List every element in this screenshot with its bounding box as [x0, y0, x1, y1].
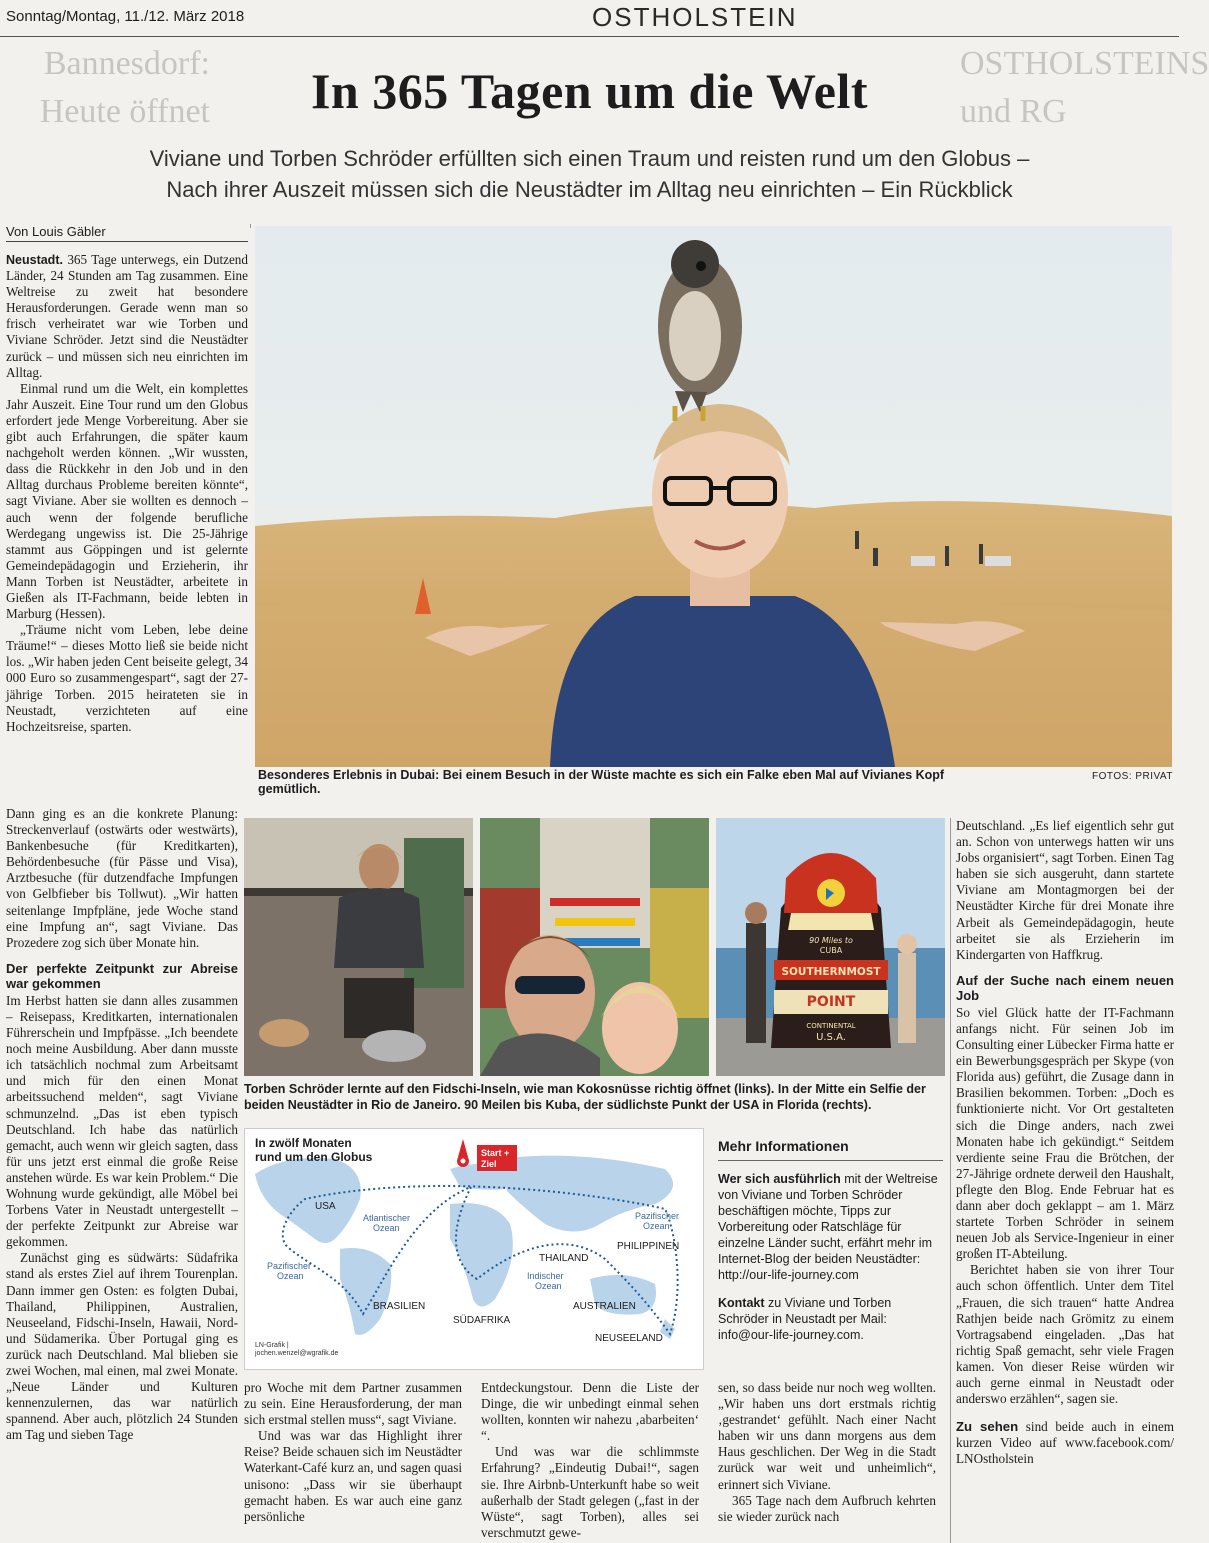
paragraph: Deutschland. „Es lief eigentlich sehr gut an. Schon von unterwegs hatten wir uns Jobs organisiert“, sagt Torben. Einen Tag haben sie sich ausgeruht, dann startete Viviane am Montagmorgen bei der Neustädter Kirche für drei Monate ihre Arbeit als Gemeindepädagogin, heute arbeitet sie als Erzieherin im Kindergarten von Haffkrug.: [956, 818, 1174, 962]
svg-text:PHILIPPINEN: PHILIPPINEN: [617, 1241, 680, 1252]
header-rule: [0, 36, 1179, 37]
buoy-text-continental: CONTINENTAL: [806, 1022, 856, 1030]
dateline: Sonntag/Montag, 11./12. März 2018: [6, 8, 245, 25]
photo-selfie-rio: [480, 818, 709, 1076]
paragraph: sen, so dass beide nur noch weg wollten. „Wir haben uns dort erstmals richtig ‚gestrandet‘ gefühlt. Nach einer Nacht haben wir uns dann morgens aus dem Haus geschlichen. Der Weg in die Stadt zurück war weit und unheimlich“, erinnert sich Viviane.: [718, 1380, 936, 1492]
photo-southernmost-point: [716, 818, 945, 1076]
svg-text:Atlantischer: Atlantischer: [363, 1213, 411, 1223]
svg-text:BRASILIEN: BRASILIEN: [373, 1301, 426, 1312]
headline: In 365 Tagen um die Welt: [310, 63, 869, 119]
svg-text:Ozean: Ozean: [535, 1281, 562, 1291]
svg-text:USA: USA: [315, 1201, 336, 1212]
paragraph: Und was war das Highlight ihrer Reise? Beide schauen sich im Neustädter Waterkant-Café kurz an, und sagen quasi unisono: „Dass wir sie überhaupt gemacht haben. Es war auch eine ganz persönliche: [244, 1428, 462, 1524]
svg-text:NEUSEELAND: NEUSEELAND: [595, 1333, 663, 1344]
article-column-1-top: [6, 252, 248, 817]
svg-text:jochen.wenzel@wgrafik.de: jochen.wenzel@wgrafik.de: [255, 1350, 339, 1357]
info-contact: Kontakt zu Viviane und Torben Schröder in Neustadt per Mail: info@our-life-journey.com.: [718, 1296, 892, 1342]
paragraph: Einmal rund um die Welt, ein komplettes Jahr Auszeit. Eine Tour rund um den Globus erfordert jede Menge Vorbereitung. Aber sie gibt auch Erfahrungen, die später kaum nachgeholt werden können. „Wir wussten, dass die Rückkehr in den Job und in den Alltag durchaus Probleme bereiten könnte“, sagt Viviane. Aber sie wollten es dennoch – auch wenn der folgende berufliche Werdegang ungewiss ist. Die 25-Jährige stammt aus Göppingen und ist gelernte Gemeindepädagogin und Erzieherin, ihr Mann Torben ist Neustädter, arbeitete in Gießen als IT-Fachmann, beide lebten in Marburg (Hessen).: [6, 380, 248, 622]
info-blog: Wer sich ausführlich mit der Weltreise von Viviane und Torben Schröder beschäftigen möchte, Tipps zur Vorbereitung oder Ratschläge für einzelne Länder sucht, erfährt mehr im Internet-Blog der beiden Neustädter: http://our-life-journey.com: [718, 1172, 938, 1282]
svg-text:Start +: Start +: [481, 1148, 510, 1158]
paragraph: Dann ging es an die konkrete Planung: Streckenverlauf (ostwärts oder westwärts), Bankenbesuche (für Kreditkarten), Behördenbesuche (für Pässe und Visa), Arztbesuche (für dutzendfache Impfungen von Gelbfieber bis Tollwut). „Wir hatten seitenlange Impfpläne, jede Woche stand eine Impfung an“, sagt Viviane. Das Prozedere zog sich über Monate hin.: [6, 806, 238, 950]
photos-caption: Torben Schröder lernte auf den Fidschi-Inseln, wie man Kokosnüsse richtig öffnet (links). In der Mitte ein Selfie der beiden Neustädter in Rio de Janeiro. 90 Meilen bis Kuba, der südlichste Punkt der USA in Florida (rechts).: [244, 1082, 926, 1112]
paragraph: 365 Tage nach dem Aufbruch kehrten sie wieder zurück nach: [718, 1492, 936, 1524]
buoy-text-point: POINT: [806, 994, 856, 1010]
svg-text:Ozean: Ozean: [277, 1271, 304, 1281]
article-column-2: [244, 1380, 462, 1525]
svg-text:LN-Grafik |: LN-Grafik |: [255, 1342, 289, 1349]
paragraph: „Träume nicht vom Leben, lebe deine Träume!“ – dieses Motto ließ sie beide nicht los. „Wir haben jeden Cent beiseite gelegt, 34 000 Euro so zusammengespart“, sagt der 27-jährige Torben. 2015 heirateten sie in Neustadt, verzichteten auf eine Hochzeitsreise, sparten.: [6, 622, 248, 734]
svg-text:Indischer: Indischer: [527, 1271, 564, 1281]
photo-credit: FOTOS: PRIVAT: [1092, 771, 1173, 782]
article-column-1-bottom: [6, 806, 238, 1543]
paragraph: Im Herbst hatten sie dann alles zusammen – Reisepass, Kreditkarten, internationalen Führerschein und Impfpässe. „Ich beendete noch meine Ausbildung. Aber dann musste ich tatsächlich nochmal zum Arbeitsamt und mich für den einen Monat arbeitssuchend melden“, sagt Viviane schmunzelnd. „Das ist eben typisch Deutschland. Ich habe das natürlich gemacht, auch wenn wir gleich sagten, dass für uns jetzt erst einmal die große Reise anstehen würde. Es war kein Problem.“ Die Wohnung wurde gekündigt, alle Möbel bei Torbens Vater in Neustadt untergestellt – der perfekte Zeitpunkt zur Abreise war gekommen.: [6, 992, 238, 1250]
paragraph: Zunächst ging es südwärts: Südafrika stand als erstes Ziel auf ihrem Tourenplan. Dann immer gen Osten: es folgten Dubai, Thailand, Philippinen, Australien, Neuseeland, Fidschi-Inseln, Hawaii, Nord- und Südamerika. Über Portugal ging es zurück nach Deutschland. Mal blieben sie zwei Wochen, mal einen, mal zwei Monate. „Neue Länder und Kulturen kennenzulernen, das war natürlich spannend. Aber auch, plötzlich 24 Stunden am Tag und sieben Tage: [6, 1250, 238, 1443]
buoy-text-usa: U.S.A.: [816, 1032, 846, 1043]
lead-paragraph: Neustadt. 365 Tage unterwegs, ein Dutzend Länder, 24 Stunden am Tag zusammen. Eine Weltreise zu zweit hat besondere Herausforderungen. Gerade wenn man so frisch verheiratet war wie Torben und Viviane Schröder. Jetzt sind die Neustädter zurück – und müssen sich neu einrichten im Alltag.: [6, 252, 248, 380]
svg-text:Ozean: Ozean: [373, 1223, 400, 1233]
subheading-1: Der perfekte Zeitpunkt zur Abreise war gekommen: [6, 960, 238, 991]
subheadline-line-1: Viviane und Torben Schröder erfüllten sich einen Traum und reisten rund um den Globus –: [149, 146, 1030, 171]
svg-text:Ozean: Ozean: [643, 1221, 670, 1231]
svg-text:AUSTRALIEN: AUSTRALIEN: [573, 1301, 636, 1312]
subheadline: [0, 143, 1179, 205]
article-column-4: [718, 1380, 936, 1525]
info-box: [718, 1138, 943, 1355]
buoy-text-southernmost: SOUTHERNMOST: [781, 966, 881, 978]
paragraph: Berichtet haben sie von ihrer Tour auch schon öffentlich. Unter dem Titel „Frauen, die sich trauen“ hatte Andrea Rathjen beide nach Grömitz zu einem Vortragsabend eingeladen. „Das hat richtig Spaß gemacht, sehr viele Fragen kamen. Von dieser Reise würden wir auch gerne einmal in Neustadt oder anderswo erzählen“, sagen sie.: [956, 1262, 1174, 1407]
paragraph: So viel Glück hatte der IT-Fachmann anfangs nicht. Für seinen Job im Consulting einer Lübecker Firma hatte er ein Bewerbungsgespräch per Skype (von Florida aus) geführt, die Zusage dann in Brasilien bekommen. Torben: „Doch es funktionierte nicht. Vor Ort gestalteten sich die Dinge anders, nach zwei Monaten habe ich gekündigt.“ Seitdem verdiente seine Frau die Brötchen, der 27-Jährige ordnete derweil den Haushalt, pflegte den Blog. Ende Februar hat es dann aber doch geklappt – am 1. März startete Torben Schröder in seinem neuen Job als Service-Ingenieur in einer großen IT-Abteilung.: [956, 1004, 1174, 1262]
svg-text:Ziel: Ziel: [481, 1159, 497, 1169]
info-title: Mehr Informationen: [718, 1138, 943, 1161]
paragraph: Und was war die schlimmste Erfahrung? „Eindeutig Dubai!“, sagen sie. Ihre Airbnb-Unterkunft habe so weit außerhalb der Stadt gelegen („fast in der Wüste“, sagt Torben), alles sei verschmutzt gewe-: [481, 1444, 699, 1540]
section-title: OSTHOLSTEIN: [592, 2, 798, 32]
byline: Von Louis Gäbler: [6, 224, 248, 242]
subheading-2: Auf der Suche nach einem neuen Job: [956, 972, 1174, 1003]
paragraph: Entdeckungstour. Denn die Liste der Dinge, die wir unbedingt einmal sehen wollten, konnten wir nahezu ‚abarbeiten‘ “.: [481, 1380, 699, 1444]
subheadline-line-2: Nach ihrer Auszeit müssen sich die Neustädter im Alltag neu einrichten – Ein Rückblick: [166, 177, 1013, 202]
svg-text:Pazifischer: Pazifischer: [635, 1211, 680, 1221]
paragraph: pro Woche mit dem Partner zusammen zu sein. Eine Herausforderung, der man sich erstmal stellen muss“, sagt Viviane.: [244, 1380, 462, 1428]
video-note: Zu sehen sind beide auch in einem kurzen Video auf www.facebook.com/ LNOstholstein: [956, 1419, 1175, 1467]
article-column-5: [956, 818, 1174, 1543]
map-title-1: In zwölf Monaten: [255, 1136, 352, 1150]
bleed-through-left: Bannesdorf: Heute öffnet: [39, 45, 210, 130]
buoy-text-cuba: CUBA: [819, 946, 843, 955]
svg-text:SÜDAFRIKA: SÜDAFRIKA: [453, 1315, 511, 1326]
article-column-3: [481, 1380, 699, 1541]
world-route-map: [244, 1128, 704, 1370]
bleed-through-right: OSTHOLSTEINS und RG: [960, 45, 1209, 130]
svg-text:Pazifischer: Pazifischer: [267, 1261, 312, 1271]
svg-text:THAILAND: THAILAND: [539, 1253, 589, 1264]
column-divider: [950, 818, 951, 1543]
hero-photo: [255, 226, 1172, 767]
divider: [250, 224, 251, 228]
buoy-text-miles: 90 Miles to: [809, 936, 853, 945]
map-title-2: rund um den Globus: [255, 1150, 373, 1164]
falcon-photo-illustration: [255, 226, 1172, 767]
photo-coconut: [244, 818, 473, 1076]
hero-caption: Besonderes Erlebnis in Dubai: Bei einem Besuch in der Wüste machte es sich ein Falke eben Mal auf Vivianes Kopf gemütlich.: [258, 768, 945, 796]
